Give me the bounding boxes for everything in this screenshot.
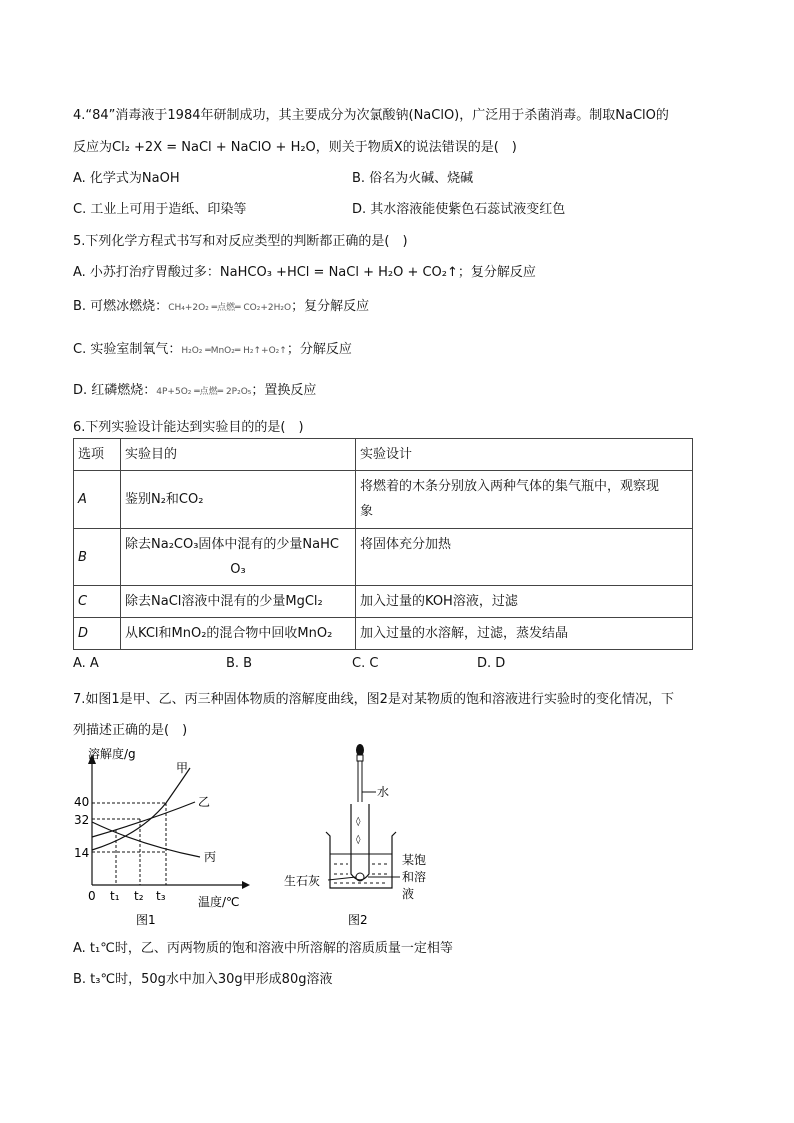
q5-option-d-formula: 4P+5O₂ ═点燃═ 2P₂O₅ [156,387,252,397]
label-water: 水 [377,785,390,799]
label-yi: 乙 [198,795,211,809]
q5-option-b-formula: CH₄+2O₂ ═点燃═ CO₂+2H₂O [168,303,292,313]
x-tick-t3: t₃ [156,889,166,903]
row-b-goal [121,529,356,586]
y-tick-32: 32 [74,813,90,827]
row-a-design-line2: 象 [360,504,374,519]
label-quicklime: 生石灰 [284,874,321,888]
x-tick-0: 0 [88,889,96,903]
q6-stem: 6.下列实验设计能达到实验目的的是( ) [73,420,304,435]
drop-icon: ◊ [356,817,361,827]
label-solution-line3: 液 [402,887,415,901]
q5-option-b-prefix: B. 可燃冰燃烧： [73,299,169,314]
q4-stem-line1: 4.“84”消毒液于1984年研制成功，其主要成分为次氯酸钠(NaClO)，广泛用于杀菌消毒。制取NaClO的 [73,108,669,123]
row-b-design: 将固体充分加热 [356,529,693,586]
q6-option-a: A. A [73,656,99,671]
row-d-option: D [74,618,121,650]
label-bing: 丙 [204,850,217,864]
row-b-option: B [74,529,121,586]
label-solution-line1: 某饱 [402,853,427,867]
header-option: 选项 [74,439,121,471]
figure-2-beaker-setup [282,740,442,930]
q7-option-a: A. t₁℃时，乙、丙两物质的饱和溶液中所溶解的溶质质量一定相等 [73,941,453,956]
table-row [74,586,693,618]
x-axis-label: 温度/℃ [198,895,240,909]
header-design: 实验设计 [356,439,693,471]
q5-option-d-suffix: ；置换反应 [251,383,317,398]
row-a-option: A [74,471,121,529]
q4-option-a: A. 化学式为NaOH [73,171,180,186]
q5-option-a: A. 小苏打治疗胃酸过多：NaHCO₃ +HCl = NaCl + H₂O + CO₂↑；复分解反应 [73,265,536,280]
q5-option-d-prefix: D. 红磷燃烧： [73,383,157,398]
q5-stem: 5.下列化学方程式书写和对反应类型的判断都正确的是( ) [73,234,408,249]
table-row [74,529,693,586]
header-goal: 实验目的 [121,439,356,471]
table-row [74,471,693,529]
drop-icon: ◊ [356,835,361,845]
y-axis-label: 溶解度/g [88,747,136,761]
row-d-goal: 从KCl和MnO₂的混合物中回收MnO₂ [121,618,356,650]
label-solution-line2: 和溶 [402,870,427,884]
figure-1-caption: 图1 [136,913,156,927]
row-a-design-line1: 将燃着的木条分别放入两种气体的集气瓶中，观察现 [360,479,660,494]
q5-option-c-prefix: C. 实验室制氧气： [73,342,182,357]
q6-experiment-table [73,438,693,650]
q4-stem-line2: 反应为Cl₂ +2X = NaCl + NaClO + H₂O，则关于物质X的说法错误的是( ) [73,140,517,155]
q6-option-c: C. C [352,656,379,671]
quicklime-leader-line [328,877,356,880]
q7-stem-line1: 7.如图1是甲、乙、丙三种固体物质的溶解度曲线，图2是对某物质的饱和溶液进行实验时的变化情况，下 [73,692,674,707]
q7-stem-line2: 列描述正确的是( ) [73,723,188,738]
q6-option-b: B. B [226,656,253,671]
row-a-design [356,471,693,529]
q4-option-c: C. 工业上可用于造纸、印染等 [73,202,247,217]
figure-1-solubility-curves [70,740,250,930]
row-c-design: 加入过量的KOH溶液，过滤 [356,586,693,618]
dropper-neck [357,755,363,761]
row-b-goal-line2: O₃ [230,562,246,577]
q4-option-b: B. 俗名为火碱、烧碱 [352,171,474,186]
label-jia: 甲 [176,761,189,775]
q4-option-d: D. 其水溶液能使紫色石蕊试液变红色 [352,202,566,217]
dropper-bulb-icon [356,744,364,756]
table-row [74,618,693,650]
row-d-design: 加入过量的水溶解，过滤，蒸发结晶 [356,618,693,650]
figure-2-caption: 图2 [348,913,368,927]
q5-option-b-suffix: ；复分解反应 [291,299,370,314]
q5-option-d [73,379,316,398]
table-header-row [74,439,693,471]
x-axis-arrow-icon [242,881,250,889]
q5-option-b [73,295,369,314]
y-tick-14: 14 [74,846,90,860]
y-tick-40: 40 [74,795,90,809]
x-tick-t1: t₁ [110,889,120,903]
row-c-option: C [74,586,121,618]
row-c-goal: 除去NaCl溶液中混有的少量MgCl₂ [121,586,356,618]
row-b-goal-line1: 除去Na₂CO₃固体中混有的少量NaHC [125,537,339,552]
q6-option-d: D. D [477,656,506,671]
row-a-goal: 鉴别N₂和CO₂ [121,471,356,529]
q5-option-c [73,338,352,357]
x-tick-t2: t₂ [134,889,144,903]
q5-option-c-formula: H₂O₂ ═MnO₂═ H₂↑+O₂↑ [181,346,287,356]
q5-option-c-suffix: ；分解反应 [286,342,352,357]
q7-option-b: B. t₃℃时，50g水中加入30g甲形成80g溶液 [73,972,333,987]
